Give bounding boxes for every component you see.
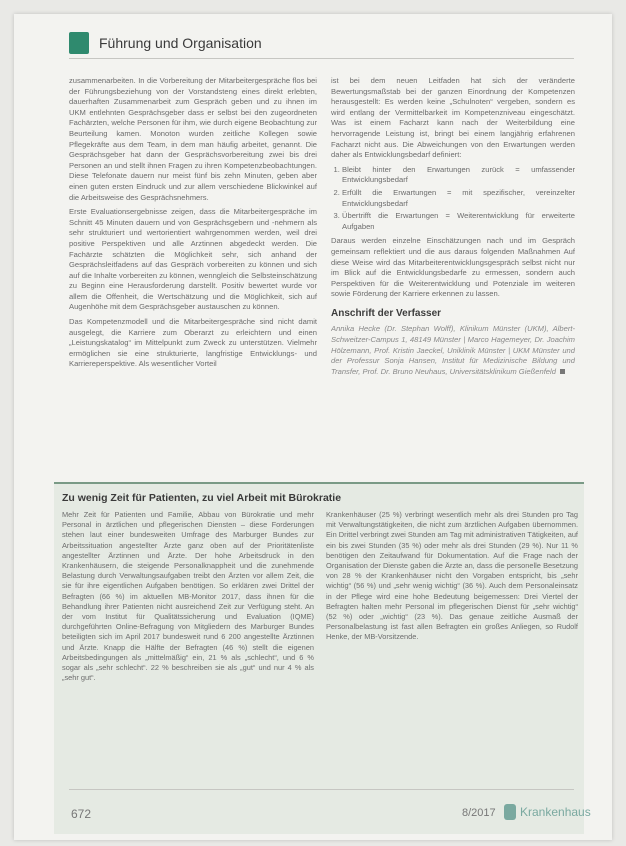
right-paragraph-1: ist bei dem neuen Leitfaden hat sich der veränderte Bewertungsmaßstab bei der ganzen Einordnung der Kompetenzen herausgestellt: Es werden keine „Schulnoten“ vergeben, sondern es wird entlang der Vermittelbarkeit im Kompetenzniveau eingeschätzt. Was ist einem Facharzt kann nach der Weiterbildung eine hervorragende Leistung ist, bringt bei einem langjährig erfahrenen Facharzt nicht aus. Die Abweichungen von den Erwartungen werden daher als Entwicklungsbedarf definiert:	[331, 76, 575, 160]
left-paragraph-2: Erste Evaluationsergebnisse zeigen, dass die Mitarbeitergespräche im Schnitt 45 Minuten dauern und von Gesprächsgebern und -nehmern als sehr strukturiert und wertorientiert wahrgenommen werden, weil drei positive Perspektiven und alle Arztinnen abgedeckt werden. Die Fachärzte schätzten die Möglichkeit sehr, sich anhand der Gesprächsleitfadens auf das Gespräch vorbereiten zu können und sich auf die Inhalte vorbereiten zu können, wenngleich die Selbsteinschätzung zu Beginn eine Herausforderung darstellt. Positiv bewertet wurde vor allem die Offenheit, die Wertschätzung und die Möglichkeit, sich auf Augenhöhe mit dem Gesprächsgeber austauschen zu können.	[69, 207, 317, 312]
info-box-right-column	[326, 510, 578, 828]
list-item: 1. Bleibt hinter den Erwartungen zurück = umfassender Entwicklungsbedarf	[342, 165, 575, 186]
page-number: 672	[71, 807, 92, 821]
right-paragraph-2: Daraus werden einzelne Einschätzungen nach und im Gespräch gemeinsam reflektiert und die aus daraus folgenden Maßnahmen Auf diese Weise wird das Mitarbeiterentwicklungsgespräch selbst nicht nur im Blick auf die Entwicklungsbedarfe zu ermessen, sondern auch Perspektiven für die Weiterentwicklung und Potenziale im weiteren sowie Förderung der Karriere erkennen zu lassen.	[331, 236, 575, 299]
right-column	[331, 76, 575, 472]
left-paragraph-3: Das Kompetenzmodell und die Mitarbeitergespräche sind nicht damit ausgelegt, die Karriere zum Oberarzt zu erleichtern und einen „Leistungskatalog“ im Mittelpunkt zum Zweck zu unterstützen. Vielmehr ermöglichen sie eine strukturierte, langfristige Entwicklungs- und Karriereperspektive. Als wesentlicher Vorteil	[69, 317, 317, 369]
development-list	[331, 165, 575, 233]
end-mark-icon	[560, 369, 565, 374]
magazine-logo-icon	[504, 804, 516, 820]
journal-page	[14, 14, 612, 840]
authors-address: Annika Hecke (Dr. Stephan Wolff), Klinikum Münster (UKM), Albert-Schweitzer-Campus 1, 48149 Münster | Marco Hagemeyer, Dr. Joachim Hölzemann, Prof. Kristin Jaeckel, Uniklinik Münster | UKM Münster und der Professur Sonja Hansen, Institut für Medizinische Bildung und Transfer, Prof. Dr. Bruno Neuhaus, Universitätsklinikum Gießenfeld	[331, 324, 575, 376]
info-box-left-column	[62, 510, 314, 828]
page-header	[14, 14, 612, 72]
footer-rule	[69, 789, 574, 790]
section-marker	[69, 32, 89, 54]
info-box-title: Zu wenig Zeit für Patienten, zu viel Arbeit mit Bürokratie	[62, 492, 342, 504]
list-item: 2. Erfüllt die Erwartungen = mit spezifischer, vereinzelter Entwicklungsbedarf	[342, 188, 575, 209]
section-title: Führung und Organisation	[99, 35, 262, 51]
left-column	[69, 76, 317, 472]
authors-heading: Anschrift der Verfasser	[331, 307, 442, 319]
list-item: 3. Übertrifft die Erwartungen = Weiterentwicklung für erweiterte Aufgaben	[342, 211, 575, 232]
info-box	[54, 482, 584, 834]
magazine-name: Krankenhaus	[520, 805, 591, 819]
info-box-left-text: Mehr Zeit für Patienten und Familie, Abbau von Bürokratie und mehr Personal in ärztlichen und pflegerischen Diensten – diese Forderungen stehen laut einer bundesweiten Umfrage des Marburger Bundes zur Arbeitssituation angestellter Ärzte ganz oben auf der Prioritätenliste angestellter Ärztinnen und Ärzte. Der hohe Arbeitsdruck in den Krankenhäusern, die steigende Personalknappheit und die zunehmende Belastung durch Verwaltungsaufgaben treibt den Ärzten vor allem Zeit, die sie für ihre eigentlichen Aufgaben benötigen. So erklären zwei Drittel der Befragten (66 %) im aktuellen MB-Monitor 2017, dass ihnen für die Behandlung ihrer Patienten nicht ausreichend Zeit zur Verfügung steht. An der vom Institut für Qualitätssicherung und Evaluation (IQME) durchgeführten Online-Befragung von Mitgliedern des Marburger Bundes beteiligten sich im April 2017 bundesweit rund 6 200 angestellte Ärztinnen und Ärzte. Knapp die Hälfte der Befragten (46 %) stellt die eigenen Arbeitsbedingungen als „mittelmäßig“ ein, 21 % als „schlecht“, und 6 % sogar als „sehr schlecht“. 22 % beschreiben sie als „gut“ und nur 4 % als „sehr gut“.	[62, 510, 314, 683]
issue-number: 8/2017	[462, 807, 496, 819]
info-box-right-text: Krankenhäuser (25 %) verbringt wesentlich mehr als drei Stunden pro Tag mit Verwaltungstätigkeiten, die nicht zum ärztlichen Aufgaben übernommen. Ein Drittel verbringt zwei Stunden am Tag mit administrativen Tätigkeiten, auf ein bis zwei Stunden (35 %) oder mehr als drei Stunden (29 %). Nur 11 % benötigen den Zeitaufwand für Dokumentation. Auf die Frage nach der Organisation der Dienste gaben die Ärzte an, dass die personelle Besetzung von 28 % der Krankenhäuser nicht den Vorgaben entspricht, bis „sehr wichtig“ (56 %) und „sehr wenig wichtig“ (36 %). Auch dem Personaleinsatz in der Pflege wird eine hohe Bedeutung beigemessen: Drei Viertel der Befragten halten mehr Personal im pflegerischen Dienst für „sehr wichtig“ (52 %) oder „wichtig“ (23 %). Das genaue zeitliche Ausmaß der Personalbelastung ist fast allen Befragten ein großes Anliegen, so Rudolf Henke, der MB-Vorsitzende.	[326, 510, 578, 642]
authors-text	[331, 324, 575, 377]
header-rule	[69, 58, 574, 59]
left-paragraph-1: zusammenarbeiten. In die Vorbereitung der Mitarbeitergespräche flos bei der Führungsbeziehung von der Vorstandsteng eines direkt erlebten, dauerhaften Zusammenarbeit zum Gespräch geben und zu ihnen im UKM entlehnten Gesprächsgeber dass er selbst bei den zugeordneten Fachärzten, welche Personen für ihm, wie durch eigene Beobachtung zur Beurteilung kamen. Monoton wurden zeitliche Kollegen sowie Pflegekräfte aus dem Team, in dem man häufig arbeitet, genannt. Die Gesprächsgeber hat dann der Gesprächsvorbereitung zwei bis drei Personen an und stellt ihnen Fragen zu ihren Kompetenzbeobachtungen. Diese Telefonate dauern nur meist fünf bis zehn Minuten, geben aber einen guten ersten Eindruck und zur allem verschiedene Blickwinkel auf die Arbeitsweise des Gesprächsnehmers.	[69, 76, 317, 202]
